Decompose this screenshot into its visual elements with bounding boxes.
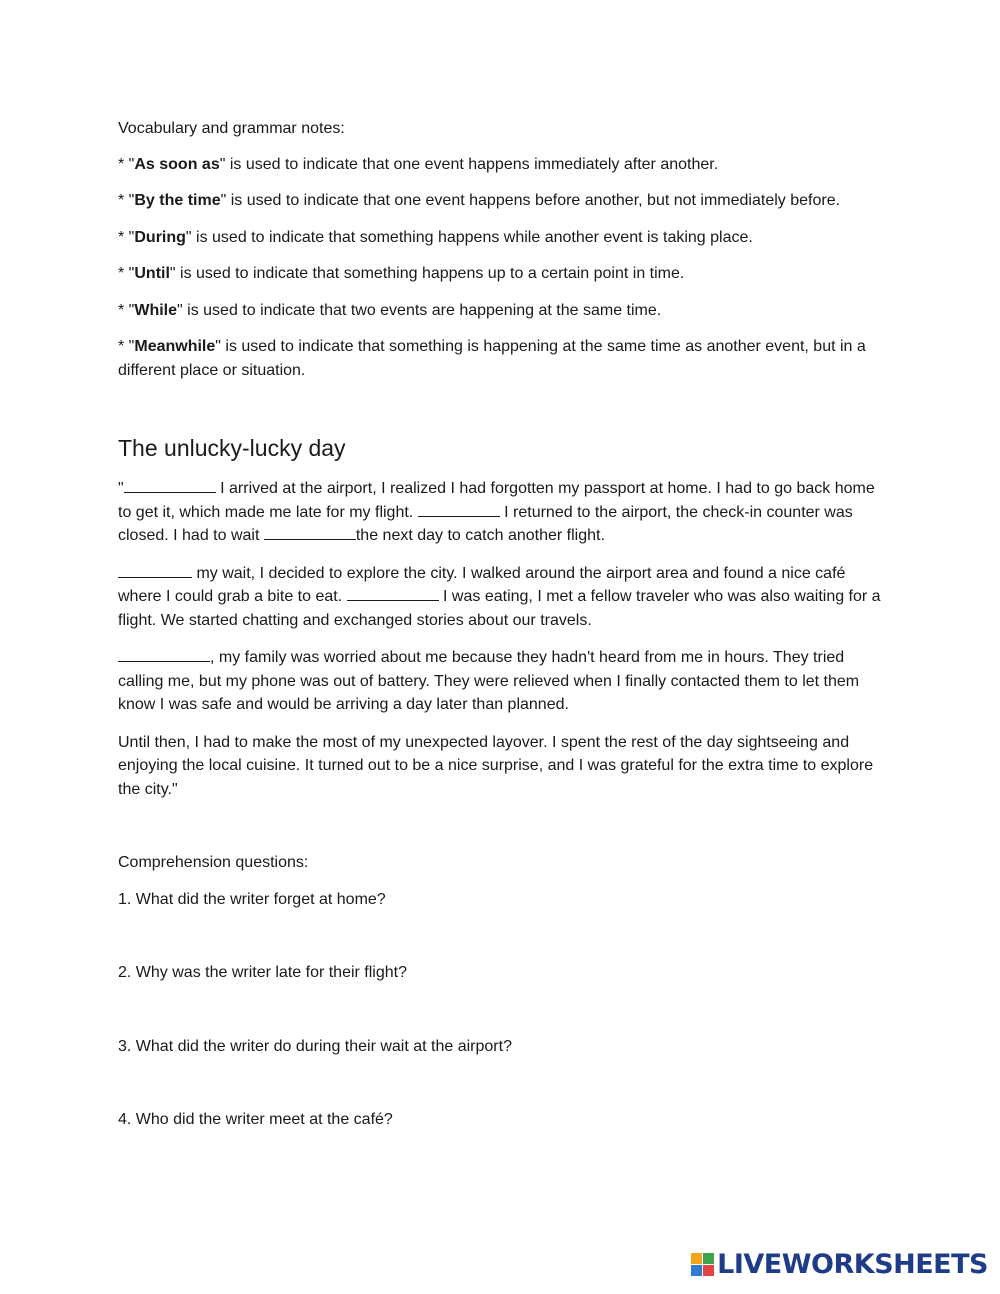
answer-blank[interactable] xyxy=(418,502,500,517)
note-item: * "During" is used to indicate that something happens while another event is taking place. xyxy=(118,228,753,246)
logo-square xyxy=(691,1253,702,1264)
answer-blank[interactable] xyxy=(264,525,356,540)
liveworksheets-logo xyxy=(691,1249,988,1280)
answer-blank[interactable] xyxy=(118,563,192,578)
comprehension-question: 4. Who did the writer meet at the café? xyxy=(118,1111,393,1128)
comprehension-question: 3. What did the writer do during their wait at the airport? xyxy=(118,1037,512,1055)
comprehension-question: 1. What did the writer forget at home? xyxy=(118,890,386,908)
notes-heading: Vocabulary and grammar notes: xyxy=(118,120,345,137)
story-title: The unlucky-lucky day xyxy=(118,435,346,461)
logo-square xyxy=(691,1265,702,1276)
note-term: Until xyxy=(134,265,170,282)
answer-blank[interactable] xyxy=(347,586,439,601)
note-item: * "Until" is used to indicate that something happens up to a certain point in time. xyxy=(118,265,685,282)
story-paragraph: my wait, I decided to explore the city. I walked around the airport area and found a nice café where I could grab a bite to eat. I was eating, I met a fellow traveler who was also waiting for a flight. We started chatting and exchanged stories about our travels. xyxy=(118,564,881,629)
story-paragraph: , my family was worried about me because they hadn't heard from me in hours. They tried calling me, but my phone was out of battery. They were relieved when I finally contacted them to let them know I was safe and would be arriving a day later than planned. xyxy=(118,649,860,713)
logo-square xyxy=(703,1265,714,1276)
note-term: Meanwhile xyxy=(134,338,216,355)
note-item: * "As soon as" is used to indicate that one event happens immediately after another. xyxy=(118,155,719,173)
note-item: * "While" is used to indicate that two events are happening at the same time. xyxy=(118,301,662,319)
answer-blank[interactable] xyxy=(118,647,210,662)
note-item: * "By the time" is used to indicate that one event happens before another, but not immediately before. xyxy=(118,192,841,209)
note-term: By the time xyxy=(134,192,221,209)
note-term: As soon as xyxy=(134,155,220,173)
comprehension-heading: Comprehension questions: xyxy=(118,854,309,871)
logo-square xyxy=(703,1253,714,1264)
answer-blank[interactable] xyxy=(124,478,216,493)
worksheet-page xyxy=(118,117,888,1182)
note-term: While xyxy=(134,301,178,319)
story-paragraph: " I arrived at the airport, I realized I had forgotten my passport at home. I had to go back home to get it, which made me late for my flight. I returned to the airport, the check-in counter was closed. I had to wait the next day to catch another flight. xyxy=(118,480,875,544)
logo-icon xyxy=(691,1253,714,1276)
logo-text: LIVEWORKSHEETS xyxy=(717,1249,988,1280)
note-term: During xyxy=(134,228,186,246)
note-item: * "Meanwhile" is used to indicate that something is happening at the same time as another event, but in a different place or situation. xyxy=(118,338,866,379)
story-paragraph: Until then, I had to make the most of my unexpected layover. I spent the rest of the day sightseeing and enjoying the local cuisine. It turned out to be a nice surprise, and I was grateful for the extra time to explore the city." xyxy=(118,733,874,798)
comprehension-question: 2. Why was the writer late for their flight? xyxy=(118,964,407,981)
